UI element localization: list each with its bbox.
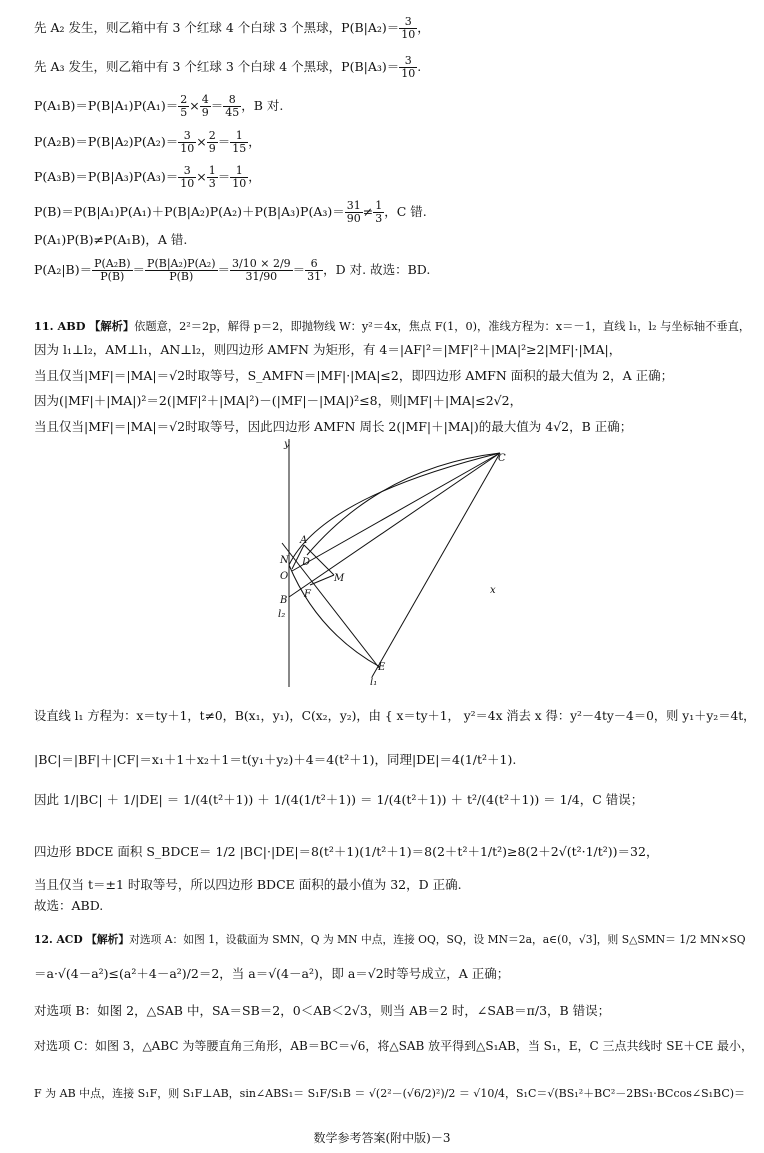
label-m: M: [334, 573, 345, 584]
label-d: D: [302, 557, 311, 568]
q12-line-2: ＝a·√(4－a²)≤(a²＋4－a²)/2＝2，当 a＝√(4－a²)，即 a＝√2时等号成立，A 正确；: [34, 966, 510, 981]
fraction: $\frac{3}{10}$: [401, 54, 416, 80]
q11-line-1: 11. ABD 【解析】依题意，2²＝2p，解得 p＝2，即抛物线 W：y²＝4x，焦点 F(1，0)，准线方程为：x＝－1，直线 l₁，l₂ 与坐标轴不垂直，: [34, 319, 751, 333]
page-footer: 数学参考答案(附中版)－3: [313, 1131, 451, 1145]
line-pb: P(B)＝P(B|A₁)P(A₁)＋P(B|A₂)P(A₂)＋P(B|A₃)P(A₃)＝ $\frac{31}{90}$ ≠ $\frac{1}{3}$ ，C 错.: [34, 199, 427, 225]
q11-line-11: 故选：ABD.: [34, 898, 104, 913]
label-l2: l₂: [278, 609, 286, 620]
line-a2: 先 A₂ 发生，则乙箱中有 3 个红球 4 个白球 3 个黑球，P(B|A₂)＝ $\frac{3}{10}$ ，: [34, 15, 430, 41]
label-x: x: [490, 585, 496, 596]
q12-line-3: 对选项 B：如图 2，△SAB 中，SA＝SB＝2，0＜AB＜2√3，则当 AB＝2 时，∠SAB＝π/3，B 错误；: [34, 1003, 611, 1018]
line-nc: [292, 453, 500, 571]
line-l2: [282, 543, 380, 669]
q11-line-9: 四边形 BDCE 面积 S_BDCE＝ 1/2 |BC|·|DE|＝8(t²＋1)(1/t²＋1)＝8(2＋t²＋1/t²)≥8(2＋2√(t²·1/t²))＝32，: [34, 844, 659, 859]
q12-line-5: F 为 AB 中点，连接 S₁F，则 S₁F⊥AB，sin∠ABS₁＝ S₁F/S₁B ＝ √(2²－(√6/2)²)/2 ＝ √10/4，S₁C＝√(BS₁²＋BC²－2BS₁·BCcos∠S₁BC)＝: [34, 1087, 746, 1100]
fraction: $\frac{3}{10}$: [401, 15, 416, 41]
label-n: N: [280, 555, 289, 566]
line-pa2b: P(A₂B)＝P(B|A₂)P(A₂)＝ $\frac{3}{10}$ × $\frac{2}{9}$ ＝ $\frac{1}{15}$ ，: [34, 129, 261, 155]
line-a3: 先 A₃ 发生，则乙箱中有 3 个红球 3 个白球 4 个黑球，P(B|A₃)＝ $\frac{3}{10}$ .: [34, 54, 422, 80]
line-bc: [289, 453, 500, 597]
q11-line-3: 当且仅当|MF|＝|MA|＝√2时取等号，S_AMFN＝|MF|·|MA|≤2，即四边形 AMFN 面积的最大值为 2，A 正确；: [34, 368, 674, 383]
q12-line-4: 对选项 C：如图 3，△ABC 为等腰直角三角形，AB＝BC＝√6，将△SAB 放平得到△S₁AB，当 S₁，E，C 三点共线时 SE＋CE 最小，: [34, 1039, 754, 1053]
label-f: F: [304, 589, 311, 600]
label-c: C: [498, 453, 506, 464]
q11-line-4: 因为(|MF|＋|MA|)²＝2(|MF|²＋|MA|²)－(|MF|－|MA|)²≤8，则|MF|＋|MA|≤2√2，: [34, 393, 523, 408]
q11-line-5: 当且仅当|MF|＝|MA|＝√2时取等号，因此四边形 AMFN 周长 2(|MF|＋|MA|)的最大值为 4√2，B 正确；: [34, 419, 633, 434]
q11-line-7: |BC|＝|BF|＋|CF|＝x₁＋1＋x₂＋1＝t(y₁＋y₂)＋4＝4(t²＋1)，同理|DE|＝4(1/t²＋1).: [34, 752, 517, 767]
label-a: A: [300, 535, 308, 546]
label-e: E: [378, 662, 386, 673]
line-pa2-given-b: P(A₂|B)＝ $\frac{\text{P(A₂B)}}{P(B)}$ ＝ $\frac{\text{P(B|A₂)P(A₂)}}{P(B)}$ ＝ $\frac{3/10 \times 2/9}{31/90}$ ＝ $\frac{6}{31}$ ，D 对. 故选：BD.: [34, 257, 431, 283]
q11-line-10: 当且仅当 t＝±1 时取等号，所以四边形 BDCE 面积的最小值为 32，D 正确.: [34, 877, 462, 892]
parabola-figure: [262, 437, 522, 689]
q12-line-1: 12. ACD 【解析】对选项 A：如图 1，设截面为 SMN，Q 为 MN 中点，连接 OQ，SQ，设 MN＝2a，a∈(0，√3]，则 S△SMN＝ 1/2 MN×SQ: [34, 933, 746, 946]
q11-line-6: 设直线 l₁ 方程为：x＝ty＋1，t≠0，B(x₁，y₁)，C(x₂，y₂)，由 { x＝ty＋1， y²＝4x 消去 x 得：y²－4ty－4＝0，则 y₁＋y₂＝4t，: [34, 709, 756, 723]
label-y: y: [284, 439, 290, 450]
label-b: B: [280, 595, 288, 606]
line-independence: P(A₁)P(B)≠P(A₁B)，A 错.: [34, 232, 188, 247]
label-l1: l₁: [370, 677, 378, 688]
q11-line-8: 因此 1/|BC| ＋ 1/|DE| ＝ 1/(4(t²＋1)) ＋ 1/(4(1/t²＋1)) ＝ 1/(4(t²＋1)) ＋ t²/(4(t²＋1)) ＝ 1/4，C 错误；: [34, 792, 644, 807]
line-pa1b: P(A₁B)＝P(B|A₁)P(A₁)＝ $\frac{2}{5}$ × $\frac{4}{9}$ ＝ $\frac{8}{45}$ ，B 对.: [34, 93, 284, 119]
label-o: O: [280, 571, 289, 582]
q11-line-2: 因为 l₁⊥l₂，AM⊥l₁，AN⊥l₂，则四边形 AMFN 为矩形，有 4＝|AF|²＝|MF|²＋|MA|²≥2|MF|·|MA|，: [34, 342, 622, 357]
line-pa3b: P(A₃B)＝P(B|A₃)P(A₃)＝ $\frac{3}{10}$ × $\frac{1}{3}$ ＝ $\frac{1}{10}$ ，: [34, 164, 261, 190]
